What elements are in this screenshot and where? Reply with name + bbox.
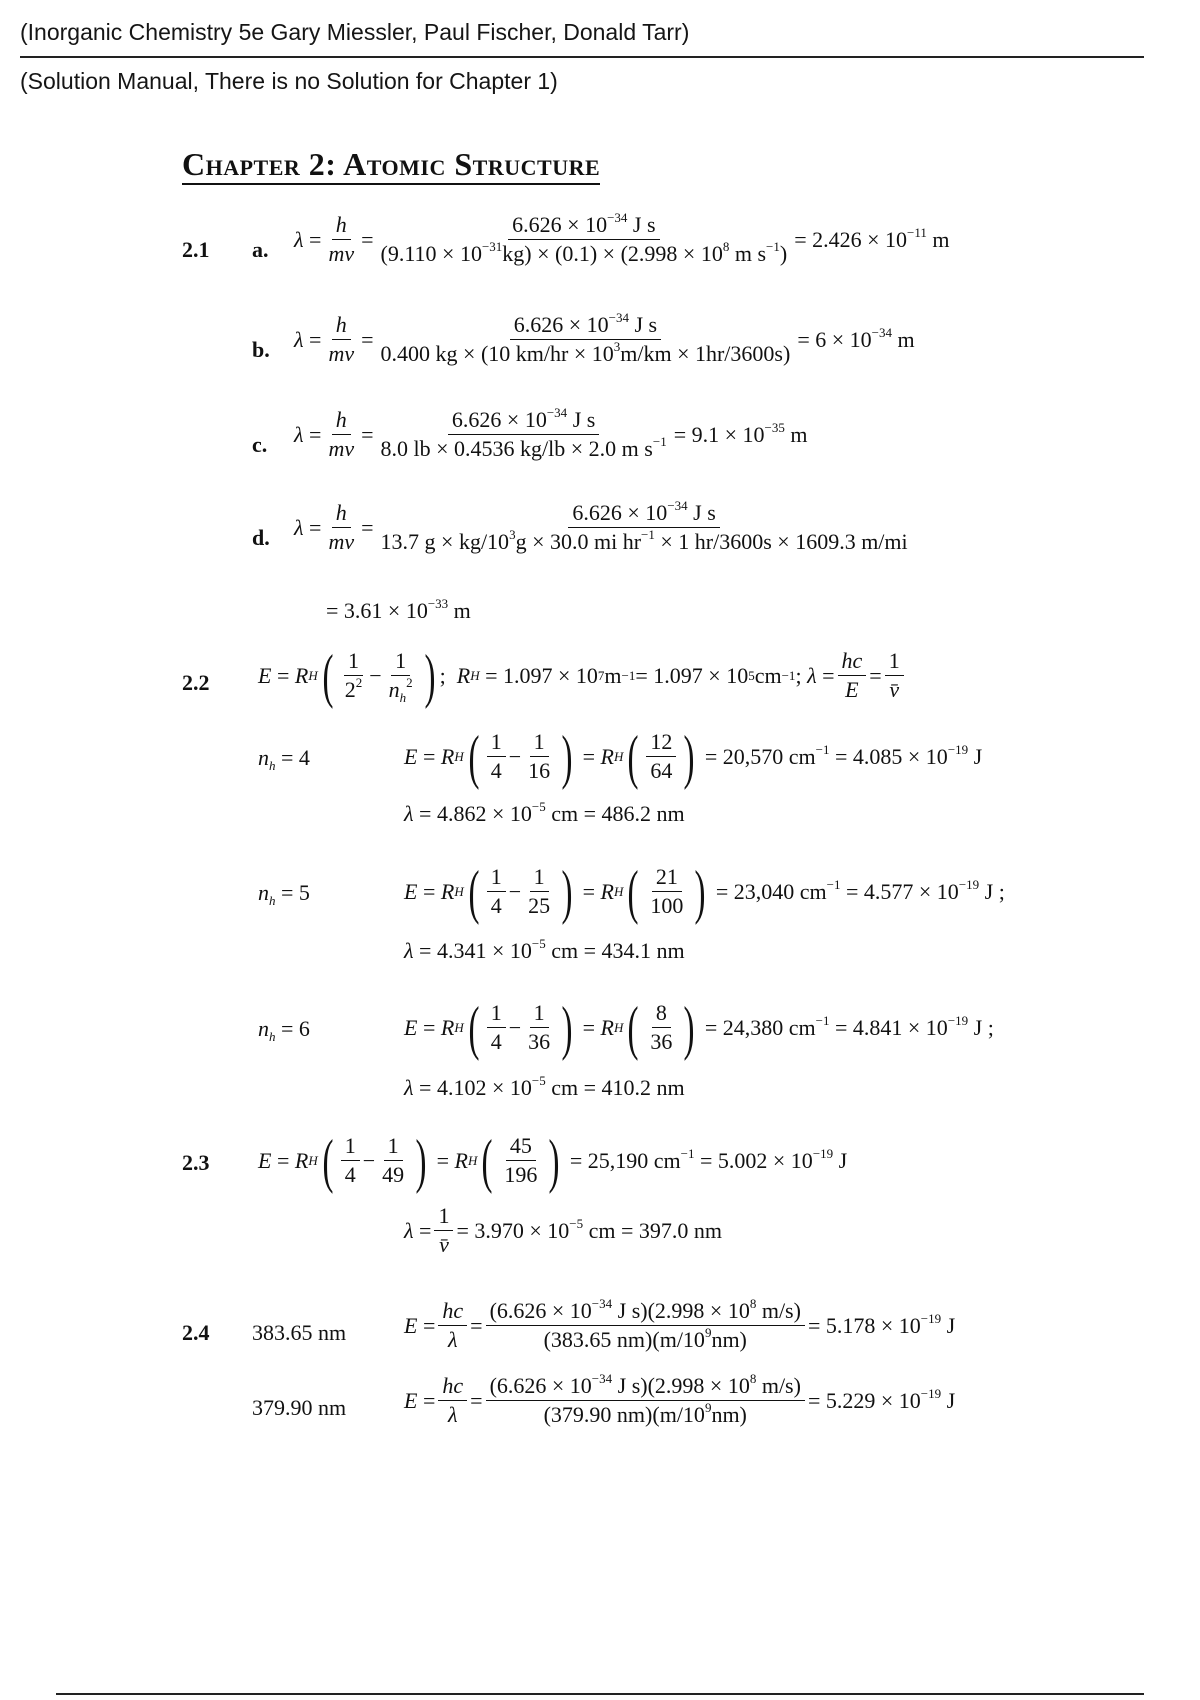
equation-2-3-wavelength: λ = $\frac{1}{v̄}$ = $3.970 \times 10^{-5}$ cm = 397.0 nm: [404, 1203, 723, 1257]
equation-2-4-line2: E = $\frac{hc}{\lambda}$ = $\frac{(6.626 \times 10^{-34} J s)(2.998 \times 10^8 m/s)}{(379.90 nm)(m/10^9nm)}$ = $5.229 \times 10^{-19}$ J: [404, 1371, 956, 1427]
wavelength-n6: $\lambda = 4.102 \times 10^{-5}$ cm = 410.2 nm: [404, 1073, 685, 1100]
n4-label: $n_h = 4$: [258, 745, 310, 773]
part-b-label: b.: [252, 337, 270, 362]
part-a-label: a.: [252, 237, 269, 262]
equation-n6-energy: E = R H ( $\frac{1}{4}$ − $\frac{1}{36}$ ) = R H ( $\frac{8}{36}$ ) = 24,380 $cm^{-1} = 4.841 \times 10^{-19}$ J ;: [404, 994, 994, 1061]
wavelength-n4: $\lambda = 4.862 \times 10^{-5}$ cm = 486.2 nm: [404, 799, 685, 826]
header-rule: [20, 56, 1144, 58]
wavelength-n5: $\lambda = 4.341 \times 10^{-5}$ cm = 434.1 nm: [404, 936, 685, 963]
equation-2-1d-result: = $3.61 \times 10^{-33}$ m: [326, 596, 471, 623]
part-d-label: d.: [252, 525, 270, 550]
rydberg-equation: E = R H ( $\frac{1}{2^2}$ − $\frac{1}{n_h^2}$ ) ; R H = 1.097 × 10 7 m −1 = 1.097 × 10 5 cm −1 ; λ = $\frac{hc}{E}$ = $\frac{1}{v̄}$: [258, 650, 907, 701]
book-title-line: (Inorganic Chemistry 5e Gary Miessler, Paul Fischer, Donald Tarr): [20, 19, 690, 45]
wavelength-383: 383.65 nm: [252, 1320, 347, 1345]
wavelength-379: 379.90 nm: [252, 1395, 347, 1420]
part-c-label: c.: [252, 432, 268, 457]
equation-n5-energy: E = R H ( $\frac{1}{4}$ − $\frac{1}{25}$ ) = R H ( $\frac{21}{100}$ ) = 23,040 $cm^{-1} = 4.577 \times 10^{-19}$ J ;: [404, 858, 1005, 925]
footer-rule: [56, 1693, 1144, 1695]
chapter-title: Chapter 2: Atomic Structure: [182, 146, 600, 185]
problem-number-2-3: 2.3: [182, 1150, 210, 1175]
solution-manual-note: (Solution Manual, There is no Solution for Chapter 1): [20, 68, 558, 94]
equation-2-1a: λ = $\frac{h}{mv}$ = $\frac{6.626 \times 10^{-34} J s}{(9.110 \times 10^{-31}kg) \times (0.1) \times (2.998 \times 10^8 m s^{-1})}$ = $2.426 \times 10^{-11}$ m: [294, 210, 950, 266]
problem-number-2-1: 2.1: [182, 237, 210, 262]
equation-2-4-line1: E = $\frac{hc}{\lambda}$ = $\frac{(6.626 \times 10^{-34} J s)(2.998 \times 10^8 m/s)}{(383.65 nm)(m/10^9nm)}$ = $5.178 \times 10^{-19}$ J: [404, 1296, 956, 1352]
problem-number-2-2: 2.2: [182, 670, 210, 695]
problem-number-2-4: 2.4: [182, 1320, 210, 1345]
equation-2-3-energy: E = R H ( $\frac{1}{4}$ − $\frac{1}{49}$ ) = R H ( $\frac{45}{196}$ ) = 25,190 $cm^{-1} = 5.002 \times 10^{-19}$ J: [258, 1127, 848, 1194]
equation-2-1d: λ = $\frac{h}{mv}$ = $\frac{6.626 \times 10^{-34} J s}{13.7 g \times kg/10^3g \times 30.0 mi hr^{-1} \times 1 hr/3600s \times 1609.3 m/mi}$: [294, 498, 908, 554]
equation-2-1b: λ = $\frac{h}{mv}$ = $\frac{6.626 \times 10^{-34} J s}{0.400 kg \times (10 km/hr \times 10^3m/km \times 1hr/3600s)}$ = $6 \times 10^{-34}$ m: [294, 310, 915, 366]
n5-label: $n_h = 5$: [258, 880, 310, 908]
equation-n4-energy: E = R H ( $\frac{1}{4}$ − $\frac{1}{16}$ ) = R H ( $\frac{12}{64}$ ) = 20,570 $cm^{-1} = 4.085 \times 10^{-19}$ J: [404, 723, 983, 790]
n6-label: $n_h = 6$: [258, 1016, 310, 1044]
equation-2-1c: λ = $\frac{h}{mv}$ = $\frac{6.626 \times 10^{-34} J s}{8.0 lb \times 0.4536 kg/lb \times 2.0 m s^{-1}}$ = $9.1 \times 10^{-35}$ m: [294, 405, 808, 461]
